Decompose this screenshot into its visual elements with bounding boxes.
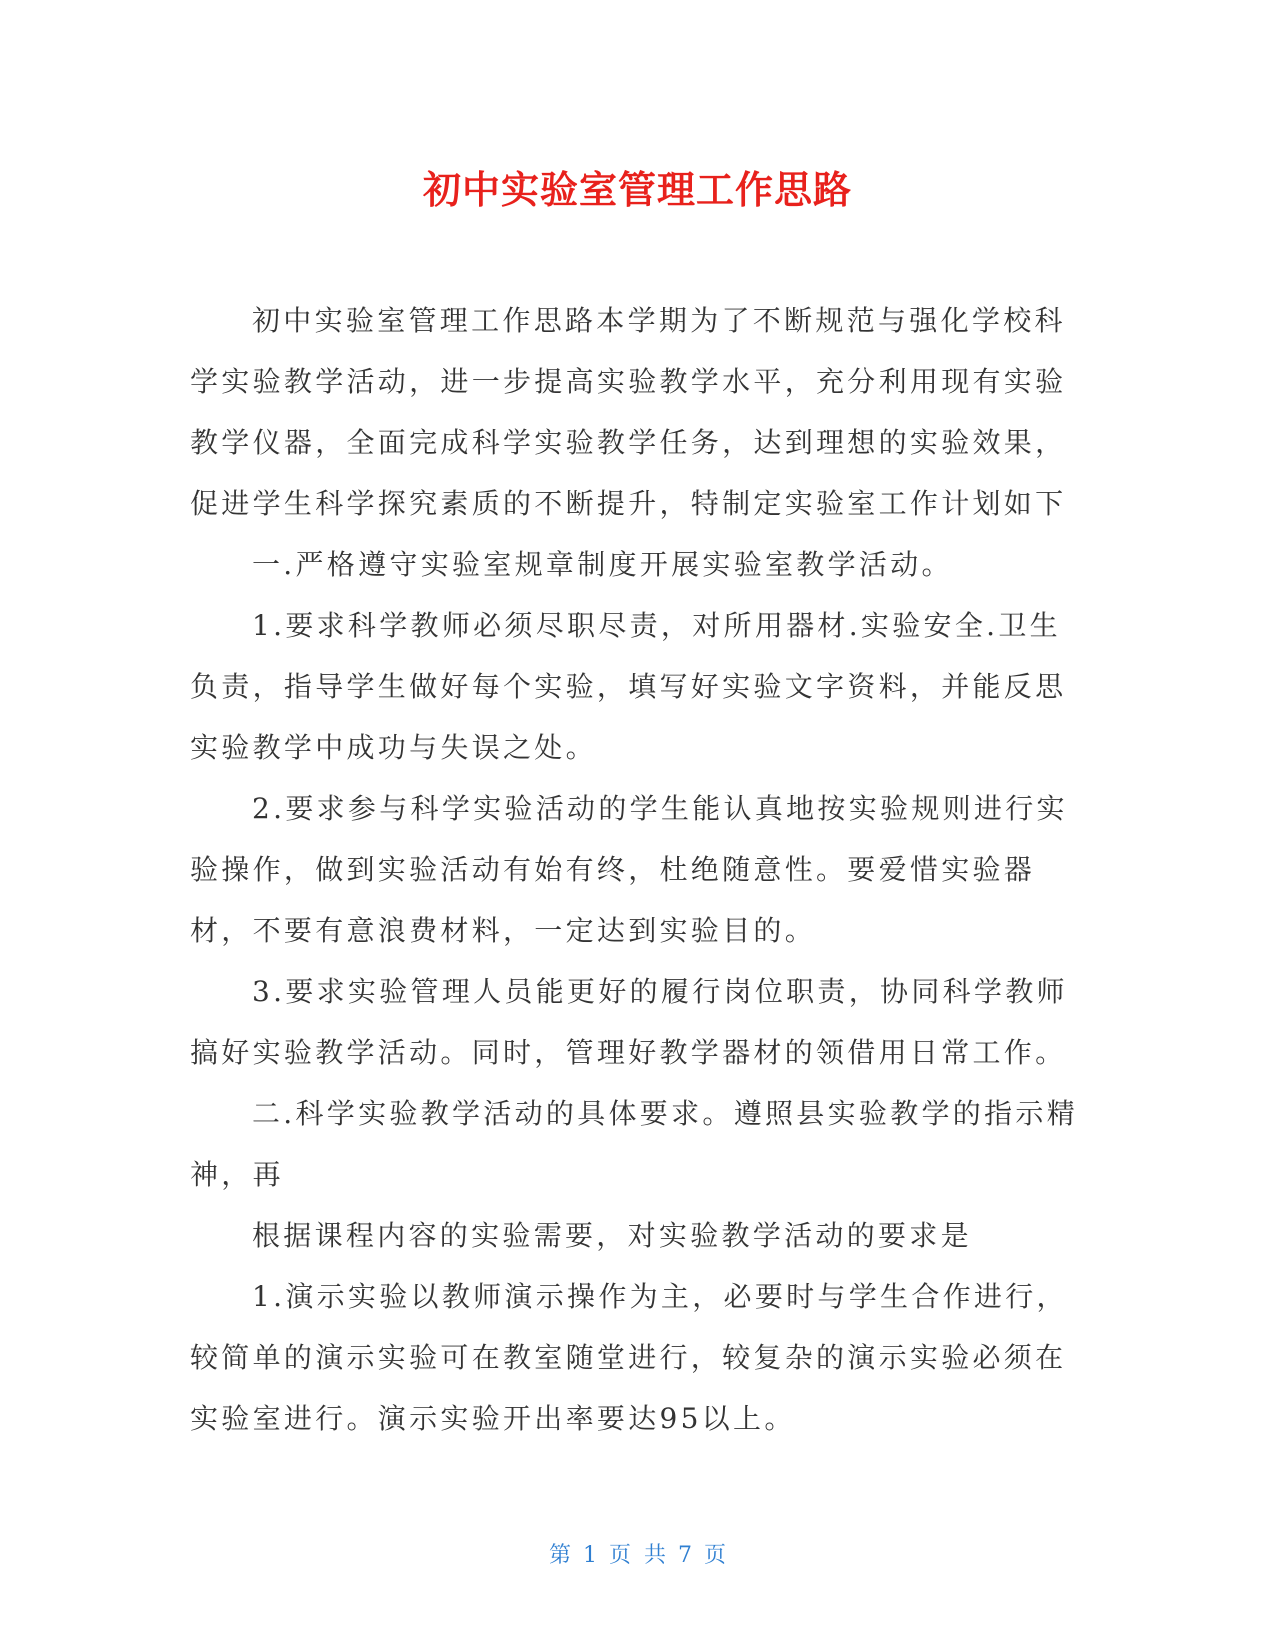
footer-prefix: 第: [548, 1543, 571, 1568]
footer-middle: 页 共: [609, 1543, 666, 1568]
paragraph-section-2-heading: 二.科学实验教学活动的具体要求。遵照县实验教学的指示精神，再: [190, 1097, 1079, 1191]
paragraph-section-2-requirements: 根据课程内容的实验需要，对实验教学活动的要求是: [252, 1219, 972, 1252]
paragraph-item-1-3: 3.要求实验管理人员能更好的履行岗位职责，协同科学教师搞好实验教学活动。同时，管理好教学器材的领借用日常工作。: [190, 975, 1068, 1069]
paragraph-section-1-heading: 一.严格遵守实验室规章制度开展实验室教学活动。: [252, 548, 953, 581]
footer-current-page: 1: [583, 1543, 597, 1568]
page-footer: [0, 1538, 1275, 1569]
paragraph-intro: 初中实验室管理工作思路本学期为了不断规范与强化学校科学实验教学活动，进一步提高实验教学水平，充分利用现有实验教学仪器，全面完成科学实验教学任务，达到理想的实验效果，促进学生科学探究素质的不断提升，特制定实验室工作计划如下: [190, 304, 1067, 520]
paragraph-item-1-2: 2.要求参与科学实验活动的学生能认真地按实验规则进行实验操作，做到实验活动有始有终，杜绝随意性。要爱惜实验器材，不要有意浪费材料，一定达到实验目的。: [190, 792, 1068, 947]
document-body: [190, 290, 1080, 1449]
document-title: 初中实验室管理工作思路: [422, 168, 852, 212]
footer-suffix: 页: [704, 1543, 727, 1568]
paragraph-item-1-1: 1.要求科学教师必须尽职尽责，对所用器材.实验安全.卫生负责，指导学生做好每个实验，填写好实验文字资料，并能反思实验教学中成功与失误之处。: [190, 609, 1067, 764]
footer-total-pages: 7: [678, 1543, 692, 1568]
paragraph-item-2-1: 1.演示实验以教师演示操作为主，必要时与学生合作进行，较简单的演示实验可在教室随堂进行，较复杂的演示实验必须在实验室进行。演示实验开出率要达95以上。: [190, 1280, 1068, 1435]
